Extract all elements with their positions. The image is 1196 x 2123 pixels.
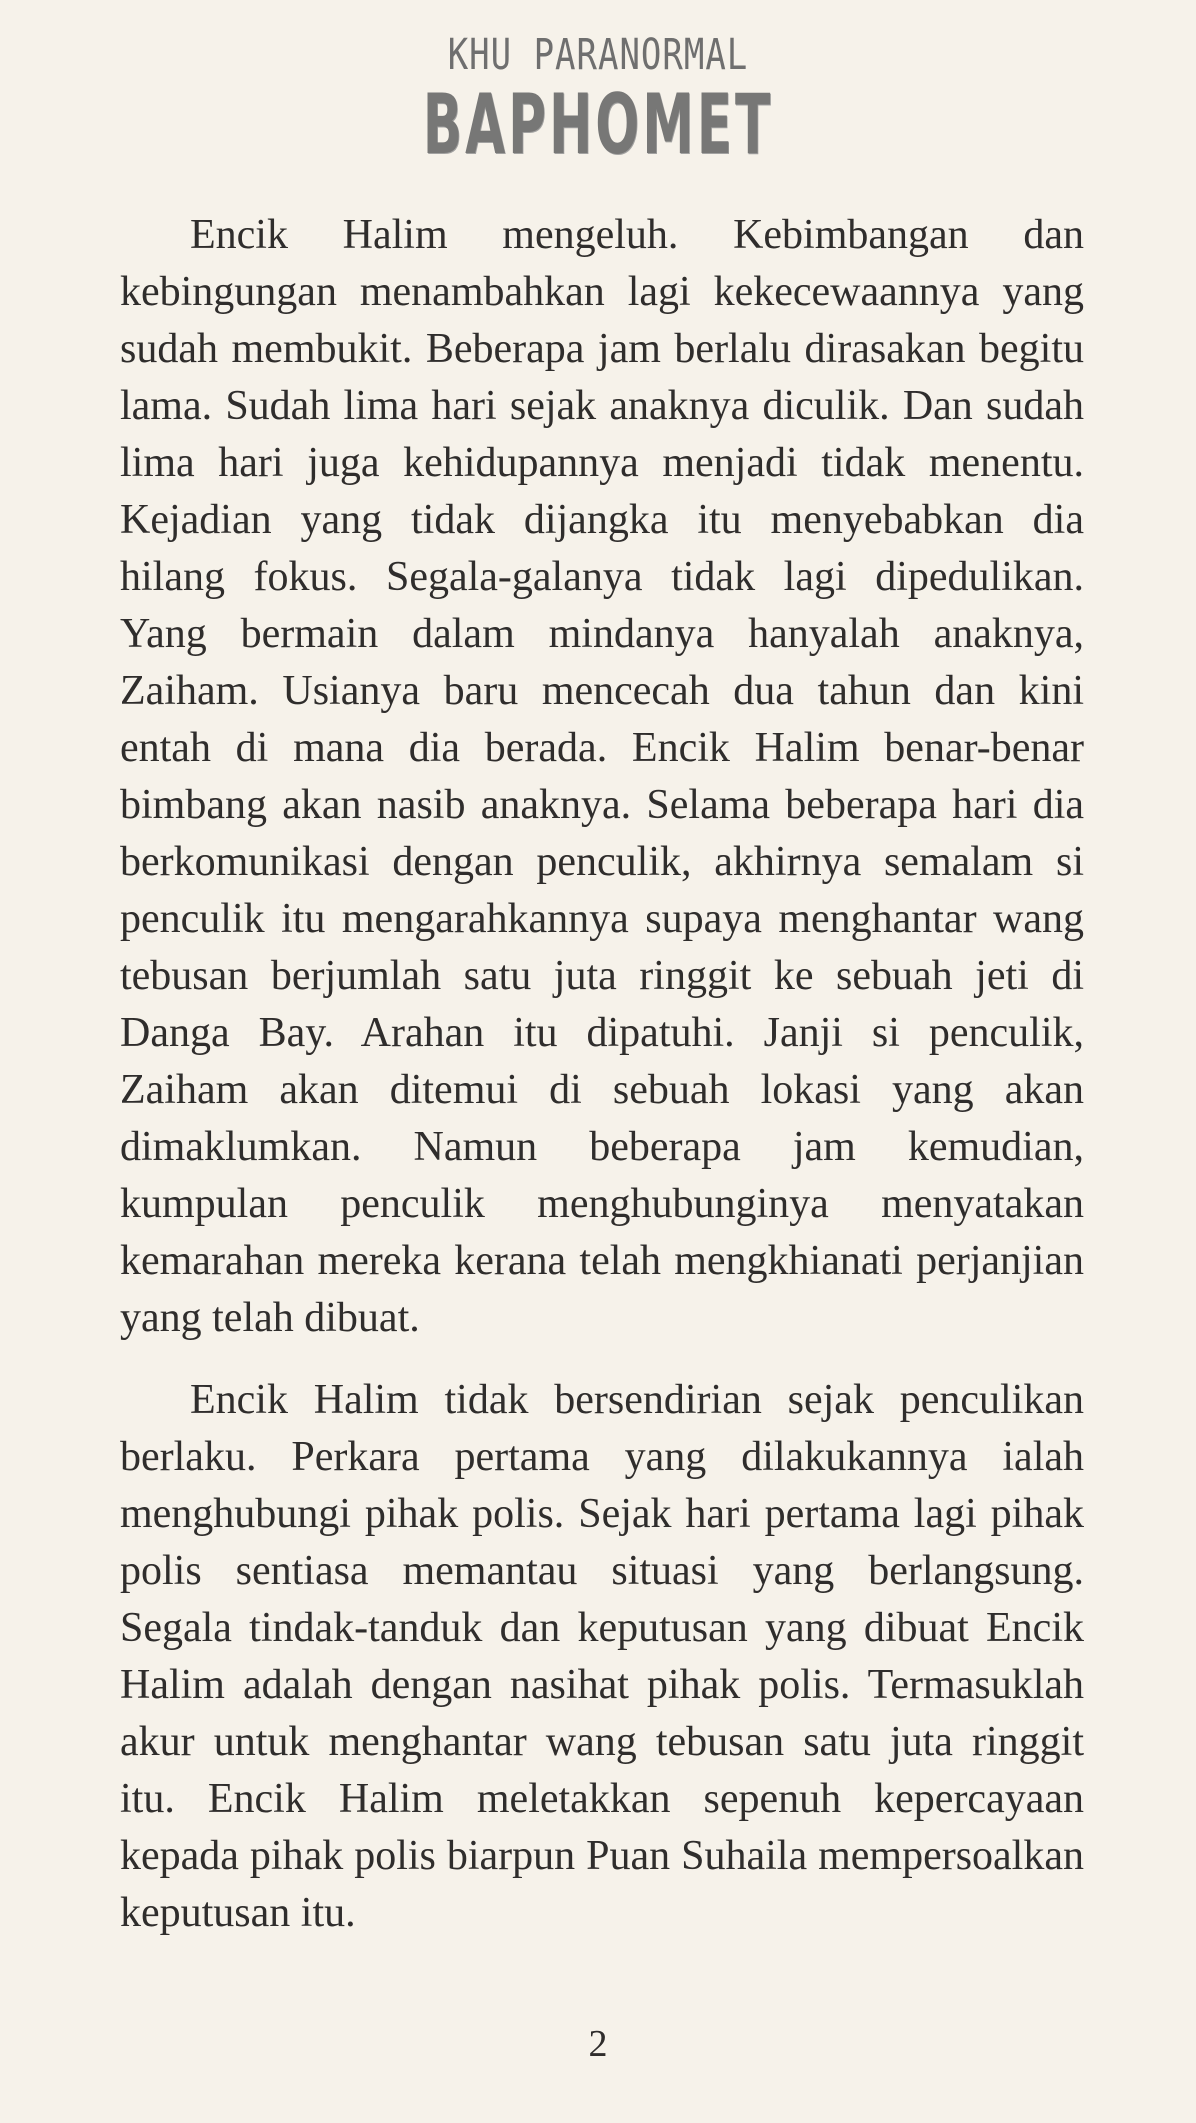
page-number: 2 (588, 2023, 608, 2065)
running-header (0, 30, 1196, 173)
body-text (120, 207, 1084, 1942)
book-title: BAPHOMET (422, 75, 774, 173)
paragraph-2: Encik Halim tidak bersendirian sejak penculikan berlaku. Perkara pertama yang dilakukannya ialah menghubungi pihak polis. Sejak hari pertama lagi pihak polis sentiasa memantau situasi yang berlangsung. Segala tindak-tanduk dan keputusan yang dibuat Encik Halim adalah dengan nasihat pihak polis. Termasuklah akur untuk menghantar wang tebusan satu juta ringgit itu. Encik Halim meletakkan sepenuh kepercayaan kepada pihak polis biarpun Puan Suhaila mempersoalkan keputusan itu. (120, 1377, 1084, 1936)
paragraph-1: Encik Halim mengeluh. Kebimbangan dan kebingungan menambahkan lagi kekecewaannya yang sudah membukit. Beberapa jam berlalu dirasakan begitu lama. Sudah lima hari sejak anaknya diculik. Dan sudah lima hari juga kehidupannya menjadi tidak menentu. Kejadian yang tidak dijangka itu menyebabkan dia hilang fokus. Segala-galanya tidak lagi dipedulikan. Yang bermain dalam mindanya hanyalah anaknya, Zaiham. Usianya baru mencecah dua tahun dan kini entah di mana dia berada. Encik Halim benar-benar bimbang akan nasib anaknya. Selama beberapa hari dia berkomunikasi dengan penculik, akhirnya semalam si penculik itu mengarahkannya supaya menghantar wang tebusan berjumlah satu juta ringgit ke sebuah jeti di Danga Bay. Arahan itu dipatuhi. Janji si penculik, Zaiham akan ditemui di sebuah lokasi yang akan dimaklumkan. Namun beberapa jam kemudian, kumpulan penculik menghubunginya menyatakan kemarahan mereka kerana telah mengkhianati perjanjian yang telah dibuat. (120, 212, 1084, 1341)
series-title: KHU PARANORMAL (447, 30, 749, 80)
